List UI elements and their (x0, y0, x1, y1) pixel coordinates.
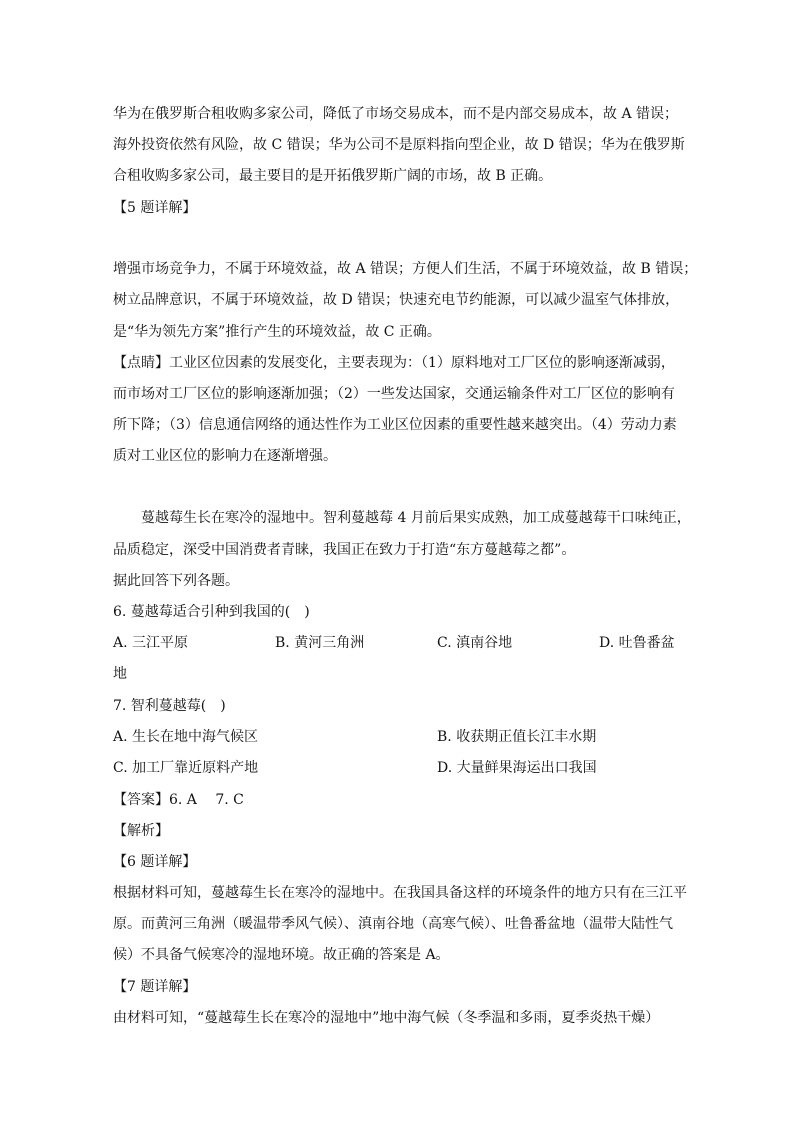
q6-option-d-wrap: 地 (113, 666, 127, 682)
q6-option-c: C. 滇南谷地 (437, 635, 513, 651)
section-heading: 【7 题详解】 (113, 979, 197, 995)
q7-option-a: A. 生长在地中海气候区 (113, 729, 259, 745)
q7-option-b: B. 收获期正值长江丰水期 (437, 729, 597, 745)
q7-option-c: C. 加工厂靠近原料产地 (113, 760, 259, 776)
paragraph-line: 由材料可知，“蔓越莓生长在寒冷的湿地中”地中海气候（冬季温和多雨，夏季炎热干燥） (113, 1010, 660, 1026)
q6-option-a: A. 三江平原 (113, 635, 189, 651)
q6-option-d: D. 吐鲁番盆 (599, 635, 675, 651)
answer-line: 【答案】6. A 7. C (113, 792, 244, 808)
q6-option-b: B. 黄河三角洲 (275, 635, 365, 651)
instruction-line: 据此回答下列各题。 (113, 573, 239, 589)
material-line: 蔓越莓生长在寒冷的湿地中。智利蔓越莓 4 月前后果实成熟，加工成蔓越莓干口味纯正， (141, 510, 691, 526)
question-6-stem: 6. 蔓越莓适合引种到我国的( ) (113, 604, 310, 620)
paragraph-line: 增强市场竞争力，不属于环境效益，故 A 错误；方便人们生活，不属于环境效益，故 B 错误； (113, 261, 698, 277)
section-heading: 【5 题详解】 (113, 200, 197, 216)
analysis-heading: 【解析】 (113, 823, 169, 839)
paragraph-line: 是“华为领先方案”推行产生的环境效益，故 C 正确。 (113, 324, 441, 340)
paragraph-line: 候）不具备气候寒冷的湿地环境。故正确的答案是 A。 (113, 947, 450, 963)
note-line: 而市场对工厂区位的影响逐渐加强；（2）一些发达国家，交通运输条件对工厂区位的影响有 (113, 386, 675, 402)
note-line: 【点睛】工业区位因素的发展变化，主要表现为：（1）原料地对工厂区位的影响逐渐减弱， (113, 355, 675, 371)
paragraph-line: 根据材料可知，蔓越莓生长在寒冷的湿地中。在我国具备这样的环境条件的地方只有在三江平 (113, 885, 687, 901)
note-line: 所下降；（3）信息通信网络的通达性作为工业区位因素的重要性越来越突出。（4）劳动力素 (113, 417, 677, 433)
paragraph-line: 树立品牌意识，不属于环境效益，故 D 错误；快速充电节约能源，可以减少温室气体排放， (113, 292, 680, 308)
paragraph-line: 华为在俄罗斯合租收购多家公司，降低了市场交易成本，而不是内部交易成本，故 A 错误； (113, 106, 679, 122)
material-line: 品质稳定，深受中国消费者青睐，我国正在致力于打造“东方蔓越莓之都”。 (113, 542, 576, 558)
paragraph-line: 原。而黄河三角洲（暖温带季风气候）、滇南谷地（高寒气候）、吐鲁番盆地（温带大陆性气 (113, 916, 673, 932)
note-line: 质对工业区位的影响力在逐渐增强。 (113, 448, 337, 464)
section-heading: 【6 题详解】 (113, 854, 197, 870)
paragraph-line: 合租收购多家公司，最主要目的是开拓俄罗斯广阔的市场，故 B 正确。 (113, 168, 553, 184)
question-7-stem: 7. 智利蔓越莓( ) (113, 698, 226, 714)
paragraph-line: 海外投资依然有风险，故 C 错误；华为公司不是原料指向型企业，故 D 错误；华为在俄罗斯 (113, 137, 685, 153)
q7-option-d: D. 大量鲜果海运出口我国 (437, 760, 597, 776)
